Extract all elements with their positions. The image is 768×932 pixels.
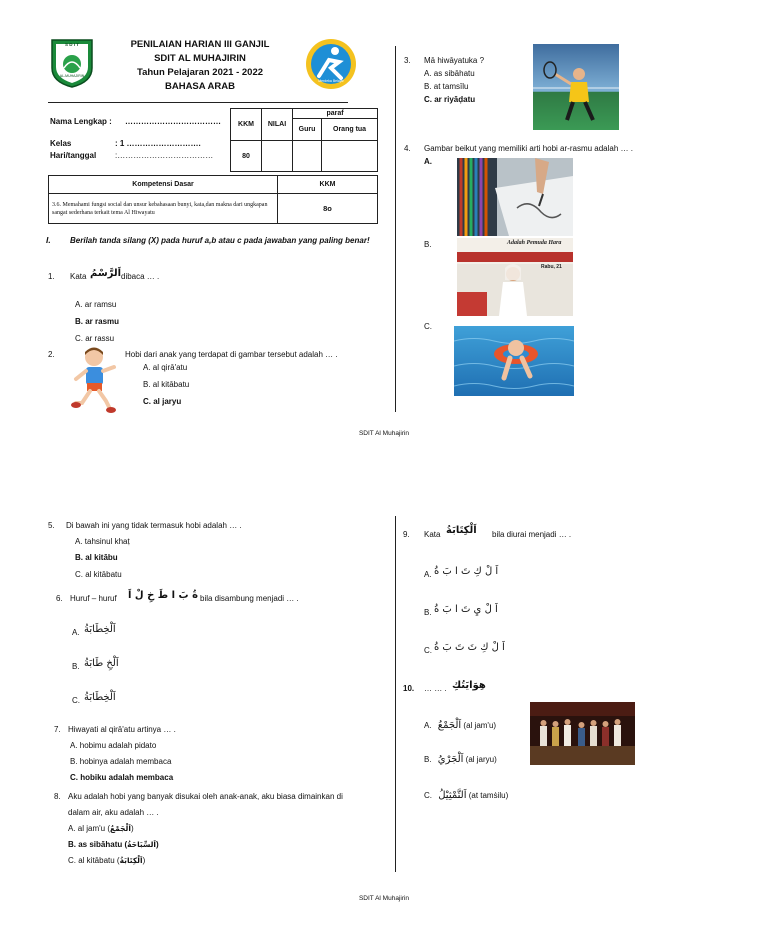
q1-post: dibaca … . bbox=[121, 272, 160, 281]
q8-option-a[interactable] bbox=[68, 824, 134, 833]
q3-option-a[interactable]: A. as sibāhatu bbox=[424, 69, 475, 78]
merdeka-belajar-logo bbox=[305, 38, 357, 90]
q9-option-b-arabic: اَ لْ يِ تَ ا بَ ةُ bbox=[434, 604, 498, 615]
q4-number: 4. bbox=[404, 144, 411, 153]
page2-footer: SDIT Al Muhajirin bbox=[358, 895, 410, 902]
name-field[interactable]: ……………………………… bbox=[125, 117, 221, 126]
orang-tua-cell[interactable] bbox=[322, 141, 378, 172]
page2-column-divider bbox=[395, 516, 396, 872]
school-logo bbox=[50, 38, 94, 88]
q9-option-c-arabic: اَ لْ كِ تَ تَ بَ ةُ bbox=[434, 642, 505, 653]
q5-text: Di bawah ini yang tidak termasuk hobi adalah … . bbox=[66, 521, 242, 530]
q8-option-b-close: ) bbox=[155, 840, 159, 849]
page1-footer: SDIT Al Muhajirin bbox=[358, 430, 410, 437]
q2-option-c[interactable]: C. al jaryu bbox=[143, 397, 182, 406]
q2-option-a[interactable]: A. al qirā'atu bbox=[143, 363, 188, 372]
class-field[interactable]: : 1 ………………………. bbox=[115, 139, 201, 148]
q10-option-a-latin: (al jam'u) bbox=[463, 721, 497, 730]
q5-option-c[interactable]: C. al kitābatu bbox=[75, 570, 122, 579]
instruction-number: I. bbox=[46, 235, 51, 245]
class-label: Kelas bbox=[50, 139, 72, 148]
q5-option-b[interactable]: B. al kitābu bbox=[75, 553, 118, 562]
banner-date: Rabu, 21 bbox=[541, 264, 562, 270]
exam-title: PENILAIAN HARIAN III GANJIL bbox=[130, 39, 270, 50]
running-boy-image bbox=[70, 345, 120, 413]
q9-option-a-arabic: اَ لْ كِ تَ ا بَ ةُ bbox=[434, 566, 499, 577]
q9-option-c[interactable]: C. bbox=[424, 646, 432, 655]
date-field[interactable]: :……………………………… bbox=[115, 151, 214, 160]
q9-post: bila diurai menjadi … . bbox=[492, 530, 572, 539]
q10-option-b-latin: (al jaryu) bbox=[465, 755, 497, 764]
q3-option-c[interactable]: C. ar riyāḍatu bbox=[424, 95, 476, 104]
kd-text: 3.6. Memahami fungsi social dan unsur kebahasaan bunyi, kata,dan makna dari ungkapan sangat sederhana terkait tema Al Hiwayatu bbox=[49, 194, 278, 224]
q10-option-b-arabic: اَلْجَرْيُ bbox=[437, 754, 464, 765]
logo-text-bottom: AL-MUHAJIRIN bbox=[59, 74, 85, 78]
q10-option-a-label: A. bbox=[424, 721, 432, 730]
school-name: SDIT AL MUHAJIRIN bbox=[154, 53, 246, 64]
q4-option-c[interactable]: C. bbox=[424, 322, 432, 331]
badminton-player-image bbox=[533, 44, 619, 130]
paraf-header: paraf bbox=[293, 109, 378, 119]
q6-option-a[interactable]: A. bbox=[72, 628, 80, 637]
q2-text: Hobi dari anak yang terdapat di gambar tersebut adalah … . bbox=[125, 350, 338, 359]
q6-option-b[interactable]: B. bbox=[72, 662, 80, 671]
q5-number: 5. bbox=[48, 521, 55, 530]
q8-number: 8. bbox=[54, 792, 61, 801]
q7-option-b[interactable]: B. hobinya adalah membaca bbox=[70, 757, 172, 766]
score-table bbox=[230, 108, 378, 172]
q3-text: Mā hiwāyatuka ? bbox=[424, 56, 485, 65]
kkm-header: KKM bbox=[231, 109, 262, 141]
q2-number: 2. bbox=[48, 350, 55, 359]
q8-option-a-arabic: اَلْجَمْعُ bbox=[109, 824, 131, 833]
q6-option-c[interactable]: C. bbox=[72, 696, 80, 705]
q4-text: Gambar beikut yang memiliki arti hobi ar-rasmu adalah … . bbox=[424, 144, 633, 153]
nilai-header: NILAI bbox=[262, 109, 293, 141]
q6-post: bila disambung menjadi … . bbox=[200, 594, 299, 603]
q7-text: Hiwayati al qirā'atu artinya … . bbox=[68, 725, 176, 734]
kkm-value: 80 bbox=[231, 141, 262, 172]
banner-title: Adalah Pemuda Hara bbox=[507, 240, 562, 246]
q9-option-b[interactable]: B. bbox=[424, 608, 432, 617]
q7-number: 7. bbox=[54, 725, 61, 734]
q1-pre: Kata bbox=[70, 272, 87, 281]
q2-option-b[interactable]: B. al kitābatu bbox=[143, 380, 190, 389]
q10-option-a[interactable] bbox=[424, 720, 496, 731]
q10-option-c-label: C. bbox=[424, 791, 432, 800]
q8-line1: Aku adalah hobi yang banyak disukai oleh anak-anak, aku biasa dimainkan di bbox=[68, 792, 343, 801]
q8-option-b[interactable] bbox=[68, 840, 159, 849]
academic-year: Tahun Pelajaran 2021 - 2022 bbox=[136, 67, 264, 78]
q1-option-c[interactable]: C. ar rassu bbox=[75, 334, 115, 343]
page1-column-divider bbox=[395, 46, 396, 412]
q8-option-c-label: C. al kitābatu ( bbox=[68, 856, 120, 865]
q3-number: 3. bbox=[404, 56, 411, 65]
q3-option-b[interactable]: B. at tamsīlu bbox=[424, 82, 469, 91]
q7-option-a[interactable]: A. hobimu adalah pidato bbox=[70, 741, 157, 750]
instruction-text: Berilah tanda silang (X) pada huruf a,b atau c pada jawaban yang paling benar! bbox=[70, 236, 370, 245]
q10-option-b-label: B. bbox=[424, 755, 432, 764]
guru-header: Guru bbox=[293, 119, 322, 141]
drawing-image bbox=[457, 158, 573, 236]
q8-option-c-close: ) bbox=[142, 856, 146, 865]
q8-line2: dalam air, aku adalah … . bbox=[68, 808, 159, 817]
q4-option-b[interactable]: B. bbox=[424, 240, 432, 249]
subject-title: BAHASA ARAB bbox=[164, 81, 236, 92]
q6-arabic: ةُ بَ ا طَ خِ لْ اَ bbox=[128, 590, 198, 601]
nilai-cell[interactable] bbox=[262, 141, 293, 172]
q6-option-b-arabic: اَلْخِ طَابَةُ bbox=[84, 658, 119, 669]
q6-option-a-arabic: اَلْخِطَابَةُ bbox=[84, 624, 116, 635]
guru-cell[interactable] bbox=[293, 141, 322, 172]
q9-number: 9. bbox=[403, 530, 410, 539]
logo-text-top: S D I T bbox=[64, 42, 79, 47]
speech-image bbox=[457, 238, 573, 316]
q10-option-c-latin: (at tamṡilu) bbox=[468, 791, 509, 800]
q7-option-c[interactable]: C. hobiku adalah membaca bbox=[70, 773, 174, 782]
q6-option-c-arabic: اَلْخِطَابَةُ bbox=[84, 692, 116, 703]
q10-number: 10. bbox=[403, 684, 415, 693]
q10-arabic: هِوَايَتُكِ bbox=[452, 680, 486, 691]
theater-stage-image bbox=[530, 702, 635, 765]
swimming-baby-image bbox=[454, 326, 574, 396]
q6-pre: Huruf – huruf bbox=[70, 594, 117, 603]
q1-number: 1. bbox=[48, 272, 55, 281]
q8-option-c-arabic: اَلْكِتَابَةُ bbox=[119, 856, 143, 865]
date-label: Hari/tanggal bbox=[50, 151, 97, 160]
q10-option-b[interactable] bbox=[424, 754, 497, 765]
q8-option-a-label: A. al jam'u ( bbox=[68, 824, 110, 833]
q10-option-c[interactable] bbox=[424, 790, 508, 801]
logo-caption: Merdeka Belajar bbox=[318, 79, 344, 83]
q1-option-b[interactable]: B. ar rasmu bbox=[75, 317, 120, 326]
q10-dots: … … . bbox=[424, 684, 447, 693]
q8-option-a-close: ) bbox=[130, 824, 134, 833]
kd-table bbox=[48, 175, 378, 224]
q8-option-b-label: B. as sibāhatu ( bbox=[68, 840, 128, 849]
q4-option-a[interactable]: A. bbox=[424, 157, 432, 166]
q9-pre: Kata bbox=[424, 530, 441, 539]
header-divider bbox=[48, 102, 348, 103]
kd-header: Kompetensi Dasar bbox=[49, 176, 278, 194]
q1-option-a[interactable]: A. ar ramsu bbox=[75, 300, 117, 309]
name-label: Nama Lengkap : bbox=[50, 117, 112, 126]
q8-option-c[interactable] bbox=[68, 856, 145, 865]
orang-tua-header: Orang tua bbox=[322, 119, 378, 141]
q1-arabic: اَلرَّسْمُ bbox=[90, 268, 122, 279]
q8-option-b-arabic: اَلسِّبَاحَةُ bbox=[127, 840, 156, 849]
q5-option-a[interactable]: A. tahsinul khaṭ bbox=[75, 537, 130, 546]
kd-kkm-value: 8o bbox=[278, 194, 378, 224]
q9-option-a[interactable]: A. bbox=[424, 570, 432, 579]
kd-kkm-header: KKM bbox=[278, 176, 378, 194]
q9-arabic: اَلْكِتَابَةُ bbox=[446, 525, 477, 536]
q10-option-c-arabic: اَلتَّمْثِيْلُ bbox=[438, 790, 467, 801]
q6-number: 6. bbox=[56, 594, 63, 603]
q10-option-a-arabic: اَلْجَمْعُ bbox=[437, 720, 462, 731]
